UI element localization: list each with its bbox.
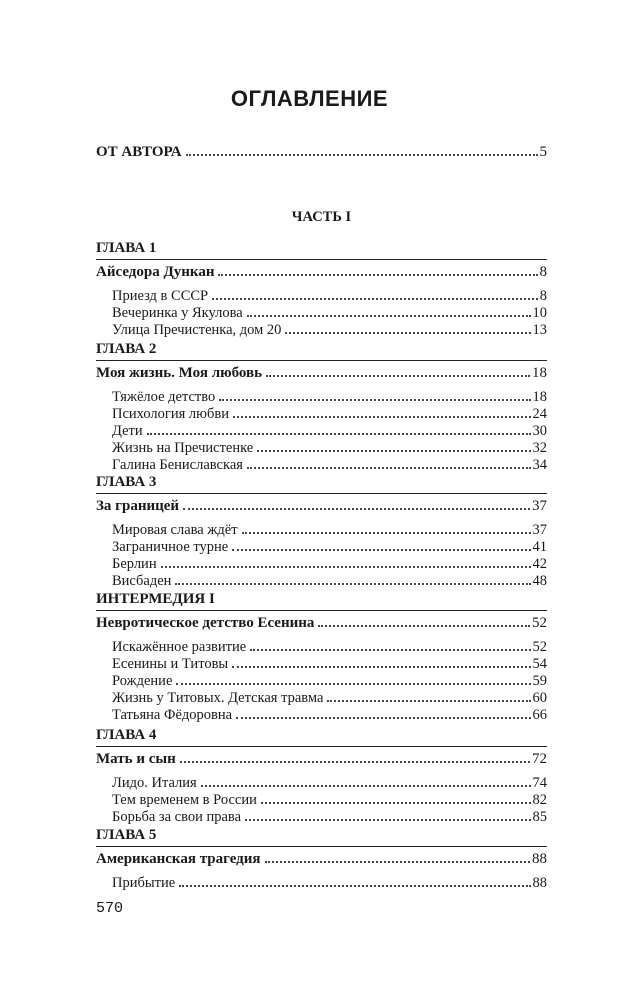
toc-entry-page: 74 xyxy=(532,775,547,791)
toc-entry-page: 88 xyxy=(532,875,547,891)
chapter-divider xyxy=(96,360,547,361)
dot-leader xyxy=(245,807,530,821)
toc-entry-title: Айседора Дункан xyxy=(96,264,215,280)
toc-entry-page: 88 xyxy=(532,851,547,867)
toc-entry-title: Психология любви xyxy=(112,406,229,422)
chapter-divider xyxy=(96,610,547,611)
chapter-label: ГЛАВА 2 xyxy=(96,341,157,357)
dot-leader xyxy=(212,286,538,300)
toc-entry-author-note[interactable] xyxy=(96,142,547,161)
toc-entry-page: 37 xyxy=(532,498,547,514)
toc-subentry[interactable] xyxy=(112,705,547,724)
chapter-divider xyxy=(96,746,547,747)
dot-leader xyxy=(183,496,530,510)
toc-entry-page: 5 xyxy=(539,144,547,160)
toc-entry-page: 60 xyxy=(532,690,547,706)
dot-leader xyxy=(161,554,531,568)
toc-entry-page: 34 xyxy=(532,457,547,473)
toc-entry-title: Заграничное турне xyxy=(112,539,229,555)
toc-chapter-entry[interactable] xyxy=(96,849,547,868)
chapter-label: ГЛАВА 1 xyxy=(96,240,157,256)
dot-leader xyxy=(176,671,530,685)
chapter-label: ГЛАВА 3 xyxy=(96,474,157,490)
toc-chapter-entry[interactable] xyxy=(96,749,547,768)
toc-entry-page: 18 xyxy=(532,365,547,381)
dot-leader xyxy=(186,142,538,156)
dot-leader xyxy=(261,790,531,804)
dot-leader xyxy=(257,438,530,452)
toc-entry-title: Татьяна Фёдоровна xyxy=(112,707,233,723)
dot-leader xyxy=(179,873,530,887)
toc-entry-title: Есенины и Титовы xyxy=(112,656,229,672)
dot-leader xyxy=(147,421,531,435)
dot-leader xyxy=(175,571,530,585)
toc-subentry[interactable] xyxy=(112,873,547,892)
dot-leader xyxy=(285,320,530,334)
toc-entry-title: Лидо. Италия xyxy=(112,775,197,791)
toc-entry-page: 52 xyxy=(532,639,547,655)
dot-leader xyxy=(218,262,537,276)
toc-entry-page: 54 xyxy=(532,656,547,672)
dot-leader xyxy=(247,455,531,469)
toc-chapter-entry[interactable] xyxy=(96,262,547,281)
chapter-divider xyxy=(96,846,547,847)
dot-leader xyxy=(327,688,530,702)
toc-entry-page: 10 xyxy=(532,305,547,321)
toc-entry-title: Борьба за свои права xyxy=(112,809,242,825)
toc-entry-title: Тем временем в России xyxy=(112,792,257,808)
toc-entry-title: Моя жизнь. Моя любовь xyxy=(96,365,263,381)
toc-entry-title: Искажённое развитие xyxy=(112,639,247,655)
dot-leader xyxy=(219,387,530,401)
toc-entry-title: Дети xyxy=(112,423,143,439)
toc-chapter-entry[interactable] xyxy=(96,363,547,382)
dot-leader xyxy=(265,849,530,863)
toc-entry-page: 30 xyxy=(532,423,547,439)
toc-chapter-entry[interactable] xyxy=(96,613,547,632)
toc-entry-title: Галина Бениславская xyxy=(112,457,243,473)
toc-entry-page: 59 xyxy=(532,673,547,689)
dot-leader xyxy=(180,749,530,763)
dot-leader xyxy=(201,773,531,787)
toc-entry-title: Висбаден xyxy=(112,573,172,589)
toc-entry-title: Американская трагедия xyxy=(96,851,261,867)
toc-entry-page: 24 xyxy=(532,406,547,422)
dot-leader xyxy=(232,654,530,668)
toc-subentry[interactable] xyxy=(112,807,547,826)
toc-entry-page: 72 xyxy=(532,751,547,767)
dot-leader xyxy=(232,537,530,551)
toc-entry-title: Жизнь у Титовых. Детская травма xyxy=(112,690,324,706)
chapter-label: ГЛАВА 5 xyxy=(96,827,157,843)
part-heading: ЧАСТЬ I xyxy=(291,209,352,225)
toc-entry-page: 18 xyxy=(532,389,547,405)
toc-entry-page: 52 xyxy=(532,615,547,631)
toc-entry-title: Вечеринка у Якулова xyxy=(112,305,243,321)
chapter-label: ИНТЕРМЕДИЯ I xyxy=(96,591,215,607)
toc-entry-page: 13 xyxy=(532,322,547,338)
toc-entry-page: 48 xyxy=(532,573,547,589)
toc-entry-page: 66 xyxy=(532,707,547,723)
toc-entry-title: Улица Пречистенка, дом 20 xyxy=(112,322,282,338)
toc-entry-title: Берлин xyxy=(112,556,157,572)
toc-subentry[interactable] xyxy=(112,320,547,339)
dot-leader xyxy=(318,613,530,627)
toc-entry-title: Тяжёлое детство xyxy=(112,389,216,405)
toc-entry-title: Мать и сын xyxy=(96,751,176,767)
dot-leader xyxy=(250,637,530,651)
dot-leader xyxy=(247,303,531,317)
dot-leader xyxy=(233,404,531,418)
dot-leader xyxy=(242,520,531,534)
toc-entry-title: Прибытие xyxy=(112,875,176,891)
toc-entry-page: 32 xyxy=(532,440,547,456)
toc-entry-page: 37 xyxy=(532,522,547,538)
dot-leader xyxy=(266,363,530,377)
toc-entry-page: 41 xyxy=(532,539,547,555)
chapter-divider xyxy=(96,259,547,260)
toc-entry-title: Невротическое детство Есенина xyxy=(96,615,315,631)
toc-chapter-entry[interactable] xyxy=(96,496,547,515)
toc-entry-title: Рождение xyxy=(112,673,173,689)
toc-entry-title: ОТ АВТОРА xyxy=(96,144,182,160)
toc-entry-page: 8 xyxy=(539,264,547,280)
toc-entry-title: За границей xyxy=(96,498,180,514)
toc-entry-page: 82 xyxy=(532,792,547,808)
toc-entry-page: 8 xyxy=(539,288,547,304)
toc-entry-page: 42 xyxy=(532,556,547,572)
chapter-divider xyxy=(96,493,547,494)
toc-entry-title: Жизнь на Пречистенке xyxy=(112,440,254,456)
dot-leader xyxy=(236,705,530,719)
toc-entry-page: 85 xyxy=(532,809,547,825)
toc-entry-title: Приезд в СССР xyxy=(112,288,209,304)
page-title: ОГЛАВЛЕНИЕ xyxy=(230,86,389,111)
chapter-label: ГЛАВА 4 xyxy=(96,727,157,743)
toc-subentry[interactable] xyxy=(112,455,547,474)
toc-entry-title: Мировая слава ждёт xyxy=(112,522,238,538)
toc-subentry[interactable] xyxy=(112,571,547,590)
page-number: 570 xyxy=(96,900,124,917)
